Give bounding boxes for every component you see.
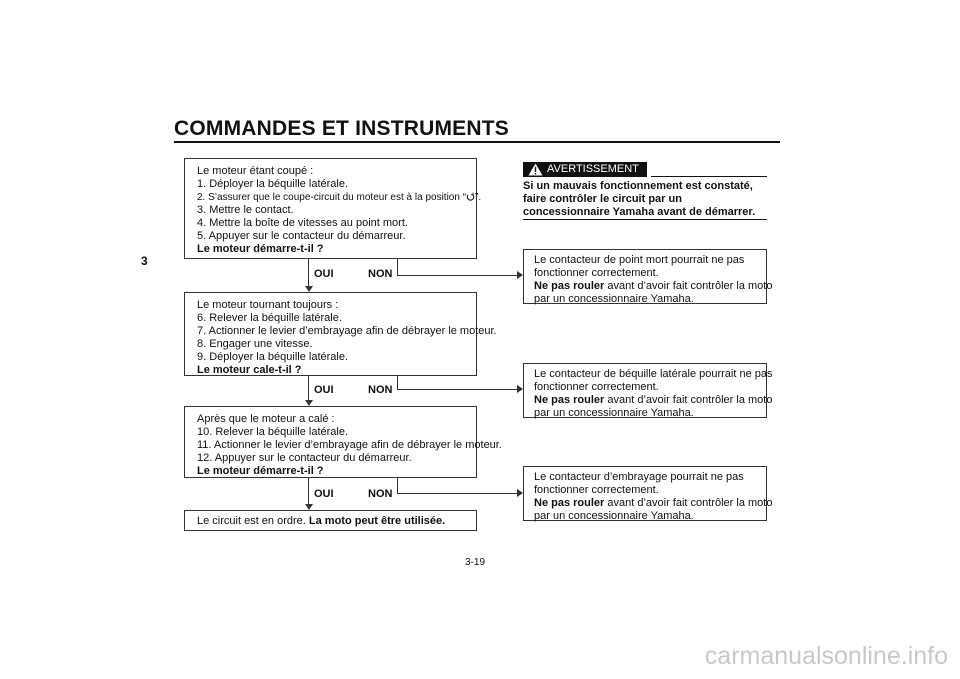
- connector-no-3-vertical: [397, 478, 398, 494]
- flow-step-box-3: [184, 406, 502, 478]
- step-question: Le moteur cale-t-il ?: [197, 364, 302, 376]
- step-line: 6. Relever la béquille latérale.: [197, 312, 342, 324]
- connector-no-2-horizontal: [397, 389, 517, 390]
- result-box-neutral-switch: [523, 249, 773, 305]
- chapter-number: 3: [141, 254, 148, 268]
- flow-step-box-2: [184, 292, 497, 376]
- step-question: Le moteur démarre-t-il ?: [197, 465, 324, 477]
- warning-badge: [523, 162, 647, 177]
- step-line: 5. Appuyer sur le contacteur du démarreur.: [197, 230, 406, 242]
- final-text: Le circuit est en ordre.: [197, 515, 309, 527]
- connector-down-1: [308, 259, 309, 286]
- final-line: [197, 515, 468, 528]
- connector-down-2: [308, 376, 309, 400]
- result-rest: avant d’avoir fait contrôler la moto: [604, 280, 773, 292]
- final-bold-text: La moto peut être utilisée.: [308, 515, 446, 527]
- no-label-2: NON: [368, 384, 393, 396]
- arrow-down-2: [305, 400, 313, 406]
- connector-down-3: [308, 478, 309, 504]
- warning-rule-top: [651, 176, 767, 177]
- connector-no-1-vertical: [397, 259, 398, 276]
- result-line: Le contacteur de point mort pourrait ne pas: [534, 254, 745, 266]
- step-text: 2. S’assurer que le coupe-circuit du moteur est à la position “: [197, 192, 467, 203]
- step-line: 2. S’assurer que le coupe-circuit du moteur est à la position “ ”.: [197, 192, 482, 203]
- result-line: par un concessionnaire Yamaha.: [534, 407, 694, 419]
- step-line: 8. Engager une vitesse.: [197, 338, 313, 350]
- step-line: 7. Actionner le levier d’embrayage afin de débrayer le moteur.: [197, 325, 497, 337]
- step-line: Le moteur étant coupé :: [197, 165, 314, 177]
- step-line: 10. Relever la béquille latérale.: [197, 426, 349, 438]
- warning-rule-bottom: [523, 219, 767, 220]
- step-question: Le moteur démarre-t-il ?: [197, 243, 324, 255]
- result-line: Le contacteur de béquille latérale pourrait ne pas: [534, 368, 773, 380]
- result-box-sidestand-switch: [523, 363, 773, 419]
- result-line: [534, 497, 773, 510]
- watermark: carmanualsonline.info: [704, 642, 948, 670]
- result-line: par un concessionnaire Yamaha.: [534, 510, 694, 522]
- result-bold: Ne pas rouler: [534, 280, 605, 292]
- step-line: 1. Déployer la béquille latérale.: [197, 178, 349, 190]
- result-line: Le contacteur d’embrayage pourrait ne pas: [534, 471, 744, 483]
- no-label-3: NON: [368, 488, 393, 500]
- result-line: par un concessionnaire Yamaha.: [534, 293, 694, 305]
- warning-triangle-icon: [528, 163, 543, 181]
- page-title: COMMANDES ET INSTRUMENTS: [174, 117, 509, 140]
- connector-no-1-horizontal: [397, 275, 517, 276]
- no-label-1: NON: [368, 268, 393, 280]
- result-rest: avant d’avoir fait contrôler la moto: [604, 394, 773, 406]
- yes-label-3: OUI: [314, 488, 334, 500]
- warning-text: Si un mauvais fonctionnement est constaté, faire contrôler le circuit par un concessionnaire Yamaha avant de démarrer.: [523, 180, 756, 218]
- result-bold: Ne pas rouler: [534, 497, 605, 509]
- yes-label-1: OUI: [314, 268, 334, 280]
- step-line: Le moteur tournant toujours :: [197, 299, 339, 311]
- yes-label-2: OUI: [314, 384, 334, 396]
- title-underline: [174, 141, 780, 143]
- result-line: fonctionner correctement.: [534, 484, 659, 496]
- result-box-clutch-switch: [523, 466, 773, 522]
- step-line: 3. Mettre le contact.: [197, 204, 294, 216]
- flow-final-box: [184, 510, 477, 531]
- step-line: 4. Mettre la boîte de vitesses au point mort.: [197, 217, 408, 229]
- connector-no-3-horizontal: [397, 493, 517, 494]
- page-number: 3-19: [465, 557, 486, 568]
- connector-no-2-vertical: [397, 376, 398, 390]
- step-line: 12. Appuyer sur le contacteur du démarreur.: [197, 452, 412, 464]
- flow-step-box-1: [184, 158, 482, 259]
- result-line: fonctionner correctement.: [534, 381, 659, 393]
- step-line: 9. Déployer la béquille latérale.: [197, 351, 349, 363]
- result-line: fonctionner correctement.: [534, 267, 659, 279]
- arrow-down-1: [305, 286, 313, 292]
- result-rest: avant d’avoir fait contrôler la moto: [604, 497, 773, 509]
- result-line: [534, 394, 773, 407]
- result-line: [534, 280, 773, 293]
- warning-badge-label: AVERTISSEMENT: [547, 163, 639, 175]
- step-line: 11. Actionner le levier d’embrayage afin de débrayer le moteur.: [197, 439, 502, 451]
- result-bold: Ne pas rouler: [534, 394, 605, 406]
- kill-switch-run-icon: [466, 192, 475, 203]
- arrow-down-3: [305, 504, 313, 510]
- step-line: Après que le moteur a calé :: [197, 413, 335, 425]
